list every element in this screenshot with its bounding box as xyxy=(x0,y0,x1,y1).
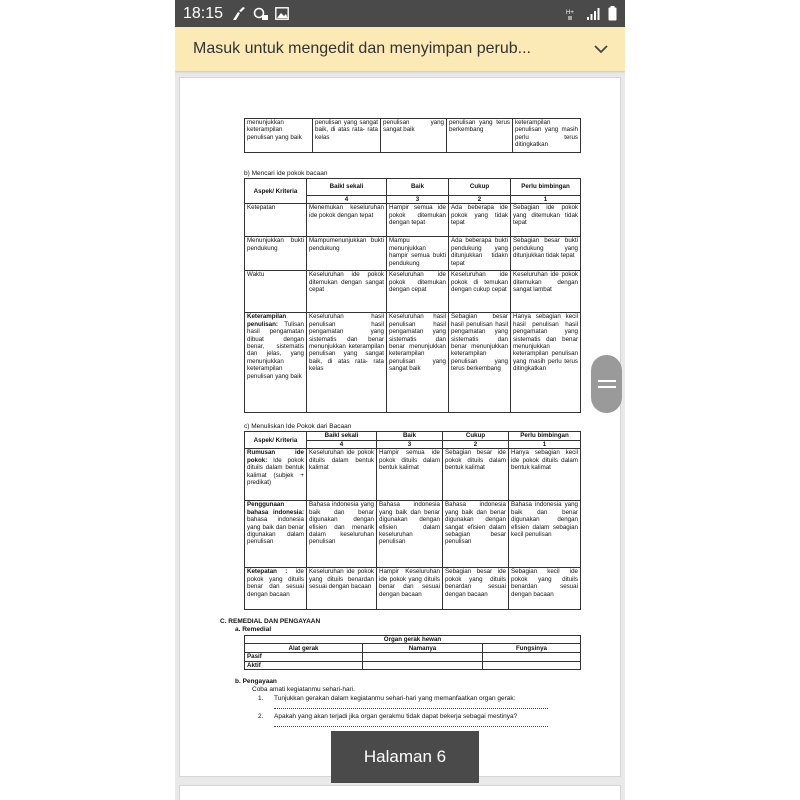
table-cell: Mampu menunjukkan hampir semua bukti pendukung xyxy=(387,237,449,271)
table-cell: Sebagian besar ide pokok yang dituils benardan sesuai dengan bacaan xyxy=(443,568,509,610)
score-cell: 4 xyxy=(307,196,387,204)
column-header: Cukup xyxy=(449,179,511,196)
table-cell: penulisan yang sangat baik, di atas rata- rata kelas xyxy=(313,119,381,153)
table-row xyxy=(245,501,581,568)
table-continued xyxy=(244,118,581,153)
rubric-table-c xyxy=(244,431,581,610)
table-row xyxy=(245,568,581,610)
table-row xyxy=(245,449,581,501)
row-label: Aktif xyxy=(245,661,363,669)
table-cell: Mampumenunjukkan bukti pendukung xyxy=(307,237,387,271)
table-cell: Keseluruhan ide pokok di temukan dengan cukup cepat xyxy=(449,271,511,313)
table-row xyxy=(245,204,581,237)
score-cell: 4 xyxy=(307,441,377,449)
svg-text:H+: H+ xyxy=(566,9,574,16)
document-page xyxy=(179,77,621,777)
score-cell: 3 xyxy=(387,196,449,204)
column-header: Alat gerak xyxy=(245,644,363,653)
table-cell: Sebagian besar ide pokok dituils dalam bentuk kalimat xyxy=(443,449,509,501)
phone-screen xyxy=(175,0,625,800)
score-cell: 1 xyxy=(509,441,581,449)
rubric-table-b xyxy=(244,178,581,413)
table-cell: Sebagian ide pokok yang ditemukan tidak tepat xyxy=(511,204,581,237)
aspect-cell: Ketepatan xyxy=(245,204,307,237)
table-cell xyxy=(363,661,483,669)
sign-in-banner[interactable] xyxy=(175,27,625,71)
aspect-title: Penggunaan bahasa indonesia: xyxy=(247,501,304,516)
pengayaan-intro: Coba amati kegiatanmu sehari-hari. xyxy=(252,686,355,693)
table-cell: Sebagian kecil ide pokok yang dituils benardan sesuai dengan bacaan xyxy=(509,568,581,610)
data-arrows-icon xyxy=(566,8,580,20)
answer-line xyxy=(274,726,548,727)
scroll-handle[interactable] xyxy=(591,355,622,413)
table-row xyxy=(245,313,581,413)
status-time: 18:15 xyxy=(183,4,224,22)
question-text: Apakah yang akan terjadi jika organ gerakmu tidak dapat bekerja sebagai mestinya? xyxy=(274,713,518,720)
table-cell: Sebagian besar bukti pendukung yang ditunjukkan tidak tepat xyxy=(511,237,581,271)
column-header: Perlu bimbingan xyxy=(509,432,581,441)
table-cell: Hanya sebagian kecil ide pokok dituils dalam bentuk kalimat xyxy=(509,449,581,501)
table-header-row xyxy=(245,636,581,644)
aspect-text: Tulisan hasil pengamatan dibuat dengan benar, sistematis dan jelas, yang menunjukkan keterampilan penulisan yang baik xyxy=(247,320,304,380)
aspect-title: Ketepatan : xyxy=(247,568,288,576)
table-cell: Bahasa indonesia yang baik dan benar digunakan dengan efisien dalam sebagian kecil penulisan xyxy=(509,501,581,568)
table-row xyxy=(245,119,581,153)
table-row xyxy=(245,661,581,669)
table-cell: Bahasa indonesia yang baik dan benar digunakan dengan efisien dalam keseluruhan penulisan xyxy=(377,501,443,568)
score-cell: 3 xyxy=(377,441,443,449)
section-c-title: c) Menuliskan Ide Pokok dari Bacaan xyxy=(244,423,352,430)
question-text: Tunjukkan gerakan dalam kegiatanmu sehari-hari yang memanfaatkan organ gerak: xyxy=(274,695,516,702)
question-number: 1. xyxy=(258,695,264,702)
table-cell: Bahasa indonesia yang baik dan benar digunakan dengan efisien dan menarik dalam keseluruhan penulisan xyxy=(307,501,377,568)
column-header: Perlu bimbingan xyxy=(511,179,581,196)
page-indicator: Halaman 6 xyxy=(331,731,479,783)
table-row xyxy=(245,237,581,271)
table-row xyxy=(245,271,581,313)
answer-line xyxy=(274,708,548,709)
table-cell: Keseluruhan ide pokok ditemukan dengan sangat lambat xyxy=(511,271,581,313)
aspect-title: Rumusan ide pokok: xyxy=(247,449,304,464)
table-cell: Ada beberapa ide pokok yang tidak tepat xyxy=(449,204,511,237)
table-cell: Keseluruhan hasil penulisan hasil pengamatan yang sistematis dan benar menunjukkan keterampilan penulisan yang sangat baik, di atas rata- rata kelas xyxy=(307,313,387,413)
aspect-cell xyxy=(245,313,307,413)
sweep-icon xyxy=(231,7,247,21)
aspect-cell: Waktu xyxy=(245,271,307,313)
column-header: Baik xyxy=(377,432,443,441)
table-title: Organ gerak hewan xyxy=(245,636,581,644)
aspect-cell xyxy=(245,449,307,501)
table-cell: keterampilan penulisan yang masih perlu terus ditingkatkan xyxy=(513,119,581,153)
sign-in-banner-text: Masuk untuk mengedit dan menyimpan perub... xyxy=(193,40,531,57)
column-header: Cukup xyxy=(443,432,509,441)
aspect-cell xyxy=(245,501,307,568)
image-icon xyxy=(275,7,289,20)
aspect-cell xyxy=(245,568,307,610)
column-header: Baikl sekali xyxy=(307,179,387,196)
table-cell: Keseluruhan ide pokok ditemukan dengan sangat cepat xyxy=(307,271,387,313)
sync-icon xyxy=(253,7,269,21)
battery-icon xyxy=(608,6,617,21)
table-cell: penulisan yang sangat baik xyxy=(381,119,447,153)
score-cell: 1 xyxy=(511,196,581,204)
scroll-handle-line xyxy=(598,386,616,388)
table-cell xyxy=(363,653,483,661)
remedial-table xyxy=(244,635,581,670)
column-header: Baikl sekali xyxy=(307,432,377,441)
column-header: Fungsinya xyxy=(483,644,581,653)
aspect-title: Keterampilan penulisan: xyxy=(247,313,287,328)
question-number: 2. xyxy=(258,713,264,720)
column-header: Aspek/ Kriteria xyxy=(245,432,307,449)
table-cell xyxy=(483,661,581,669)
table-cell: Keseluruhan ide pokok yang dituils benardan sesuai dengan bacaan xyxy=(307,568,377,610)
column-header: Aspek/ Kriteria xyxy=(245,179,307,204)
pengayaan-heading: b. Pengayaan xyxy=(235,678,277,685)
table-cell: Hampir semua ide pokok ditemukan dengan tepat xyxy=(387,204,449,237)
signal-icon xyxy=(587,8,601,20)
scroll-handle-line xyxy=(598,380,616,382)
next-page xyxy=(179,785,621,800)
aspect-cell: Menunjukkan bukti pendukung xyxy=(245,237,307,271)
table-cell: menunjukkan keterampilan penulisan yang baik xyxy=(245,119,313,153)
table-cell: Bahasa indonesia yang baik dan benar digunakan dengan sangat efisien dalam sebagian besar penulisan xyxy=(443,501,509,568)
column-header: Baik xyxy=(387,179,449,196)
table-header-row xyxy=(245,432,581,441)
section-b-title: b) Mencari ide pokok bacaan xyxy=(244,170,328,177)
score-cell: 2 xyxy=(443,441,509,449)
aspect-text: bahasa indonesia yang baik dan benar digunakan dalam penulisan xyxy=(247,516,304,546)
chevron-down-icon[interactable] xyxy=(591,39,611,59)
score-cell: 2 xyxy=(449,196,511,204)
aspect-text: ide pokok yang dituils benar dan sesuai dengan bacaan xyxy=(247,568,304,598)
aspect-text: Ide pokok dituils dalam bentuk kalimat (subjek + predikat) xyxy=(247,456,304,487)
table-cell: Menemukan keseluruhan ide pokok dengan tepat xyxy=(307,204,387,237)
status-bar xyxy=(175,0,625,27)
table-cell: Keseluruhan ide pokok dituils dalam bentuk kalimat xyxy=(307,449,377,501)
remedial-heading: C. REMEDIAL DAN PENGAYAAN xyxy=(220,618,321,625)
table-cell: Keseluruhan hasil penulisan hasil pengamatan yang sistematis dan benar menunjukkan keterampilan penulisan yang sangat baik xyxy=(387,313,449,413)
row-label: Pasif xyxy=(245,653,363,661)
column-header: Namanya xyxy=(363,644,483,653)
table-cell: Hampir semua ide pokok dituils dalam bentuk kalimat xyxy=(377,449,443,501)
table-cell: Hanya sebagian kecil hasil penulisan hasil pengamatan yang sistematis dan benar menunjukkan keterampilan penulisan yang masih perlu terus ditingkatkan xyxy=(511,313,581,413)
table-cell: Sebagian besar hasil penulisan hasil pengamatan yang sistematis dan benar menunjukkan keterampilan penulisan yang terus berkembang xyxy=(449,313,511,413)
table-cell: Ada beberapa bukti pendukung yang ditunjukkan tidakn tepat xyxy=(449,237,511,271)
table-row xyxy=(245,653,581,661)
table-cell: penulisan yang terus berkembang xyxy=(447,119,513,153)
table-cell: Keseluruhan ide pokok ditemukan dengan cepat xyxy=(387,271,449,313)
table-header-row xyxy=(245,179,581,196)
remedial-subheading: a. Remedial xyxy=(235,626,272,633)
table-cell: Hampir Keseluruhan ide pokok yang dituils benar dan sesuai dengan bacaan xyxy=(377,568,443,610)
table-header-row xyxy=(245,644,581,653)
table-cell xyxy=(483,653,581,661)
